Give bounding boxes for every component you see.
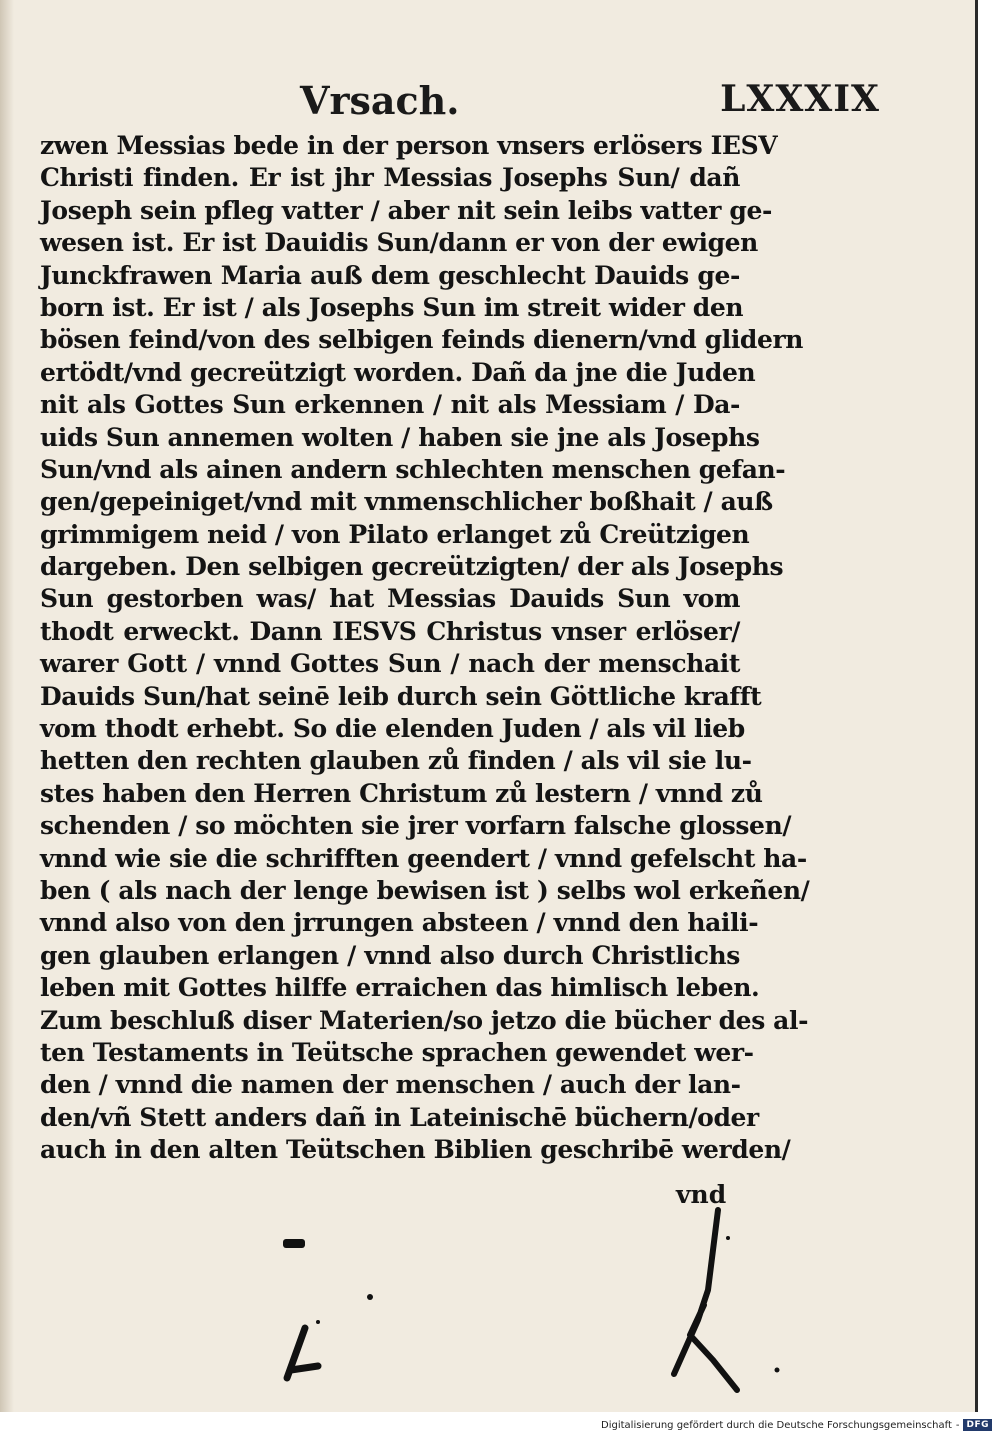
text-line: stes haben den Herren Christum zů lestern / vnnd zů bbox=[40, 778, 763, 808]
ink-dot-mark bbox=[316, 1320, 320, 1324]
text-line: vnnd also von den jrrungen absteen / vnnd den haili- bbox=[40, 908, 759, 938]
text-line: born ist. Er ist / als Josephs Sun im streit wider den bbox=[40, 292, 744, 322]
text-line: ben ( als nach der lenge bewisen ist ) selbs wol erkeñen/ bbox=[40, 875, 810, 905]
text-line: gen/gepeiniget/vnd mit vnmenschlicher boßhait / auß bbox=[40, 487, 773, 517]
text-line: bösen feind/von des selbigen feinds dienern/vnd glidern bbox=[40, 325, 804, 355]
text-line: gen glauben erlangen / vnnd also durch Christlichs bbox=[40, 940, 740, 970]
text-line: Christi finden. Er ist jhr Messias Josephs Sun/ dañ bbox=[40, 163, 740, 193]
running-head-title: Vrsach. bbox=[300, 78, 460, 123]
text-line: schenden / so möchten sie jrer vorfarn falsche glossen/ bbox=[40, 811, 792, 841]
text-line: ertödt/vnd gecreützigt worden. Dañ da jne die Juden bbox=[40, 357, 756, 387]
text-line: nit als Gottes Sun erkennen / nit als Messiam / Da- bbox=[40, 390, 740, 420]
catchword: vnd bbox=[676, 1180, 727, 1209]
footer-credit: Digitalisierung gefördert durch die Deutsche Forschungsgemeinschaft bbox=[601, 1419, 952, 1431]
text-line: auch in den alten Teütschen Biblien geschribē werden/ bbox=[40, 1135, 791, 1165]
text-line: vnnd wie sie die schrifften geendert / vnnd gefelscht ha- bbox=[40, 843, 807, 873]
ink-dash-mark bbox=[283, 1239, 305, 1248]
text-line: Dauids Sun/hat seinē leib durch sein Göttliche krafft bbox=[40, 681, 762, 711]
text-line: dargeben. Den selbigen gecreützigten/ der als Josephs bbox=[40, 552, 784, 582]
text-line: Junckfrawen Maria auß dem geschlecht Dauids ge- bbox=[40, 260, 740, 290]
text-line: wesen ist. Er ist Dauidis Sun/dann er von der ewigen bbox=[40, 228, 758, 258]
text-line: Zum beschluß diser Materien/so jetzo die bücher des al- bbox=[40, 1005, 809, 1035]
folio-number: LXXXIX bbox=[720, 78, 880, 120]
text-line: uids Sun annemen wolten / haben sie jne als Josephs bbox=[40, 422, 760, 452]
text-line: Joseph sein pfleg vatter / aber nit sein leibs vatter ge- bbox=[40, 195, 772, 225]
text-line: den/vñ Stett anders dañ in Lateinischē büchern/oder bbox=[40, 1102, 759, 1132]
text-line: Sun gestorben was/ hat Messias Dauids Sun vom bbox=[40, 584, 740, 614]
text-line: warer Gott / vnnd Gottes Sun / nach der menschait bbox=[40, 649, 740, 679]
dfg-logo-icon: DFG bbox=[963, 1419, 992, 1431]
text-line: thodt erweckt. Dann IESVS Christus vnser erlöser/ bbox=[40, 616, 740, 646]
text-line: zwen Messias bede in der person vnsers erlösers IESV bbox=[40, 131, 778, 160]
ink-dot-mark bbox=[775, 1368, 780, 1373]
text-line: Sun/vnd als ainen andern schlechten menschen gefan- bbox=[40, 454, 786, 484]
ink-dot-mark bbox=[367, 1294, 373, 1300]
text-line: leben mit Gottes hilffe erraichen das himlisch leben. bbox=[40, 973, 760, 1003]
text-line: hetten den rechten glauben zů finden / als vil sie lu- bbox=[40, 746, 752, 776]
text-line: ten Testaments in Teütsche sprachen gewendet wer- bbox=[40, 1037, 754, 1067]
ink-stroke-mark bbox=[287, 1328, 318, 1378]
text-line: grimmigem neid / von Pilato erlanget zů Creützigen bbox=[40, 519, 750, 549]
text-line: den / vnnd die namen der menschen / auch der lan- bbox=[40, 1070, 741, 1100]
ink-dot-mark bbox=[726, 1236, 730, 1240]
text-line: vom thodt erhebt. So die elenden Juden / als vil lieb bbox=[40, 714, 745, 744]
digitization-footer: Digitalisierung gefördert durch die Deutsche Forschungsgemeinschaft - DFG bbox=[601, 1417, 992, 1433]
